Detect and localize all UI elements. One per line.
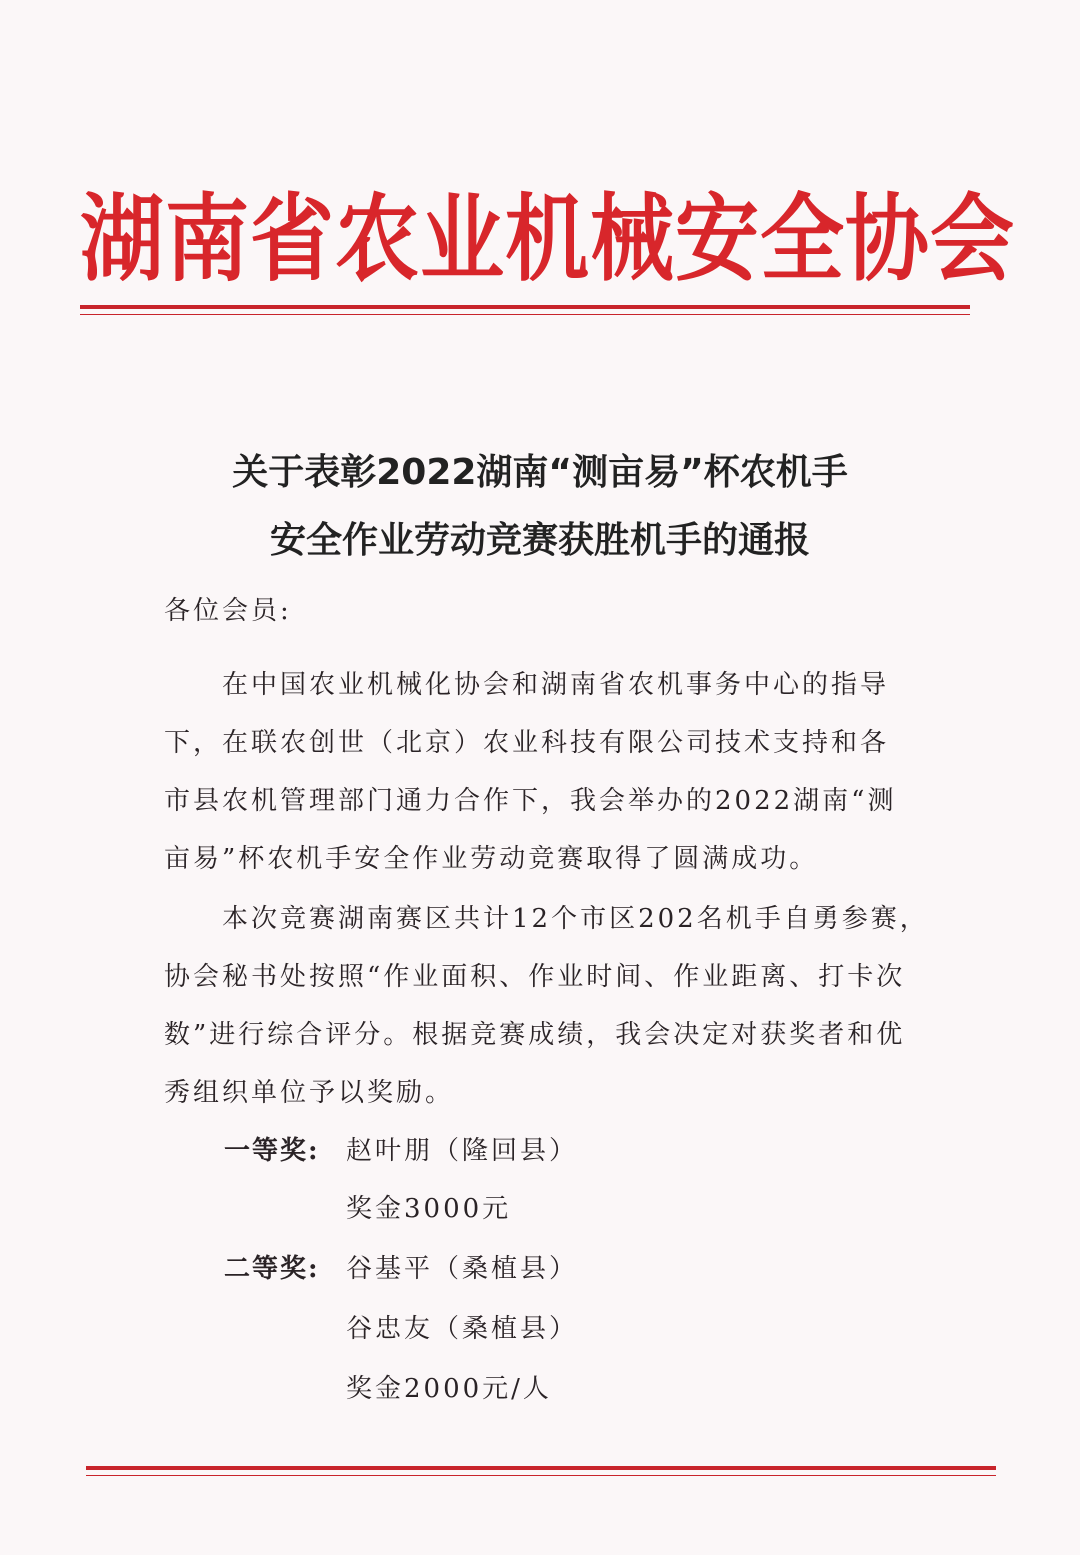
first-prize-label: 一等奖:	[224, 1136, 320, 1166]
organization-letterhead: 湖南省农业机械安全协会	[80, 184, 1016, 295]
second-prize-winner-2: 谷忠友（桑植县）	[346, 1314, 579, 1344]
first-prize-winner: 赵叶朋（隆回县）	[346, 1136, 579, 1166]
second-prize-winner-1: 谷基平（桑植县）	[346, 1254, 579, 1284]
paragraph-1-line-3: 市县农机管理部门通力合作下，我会举办的2022湖南“测	[164, 786, 897, 816]
second-prize-amount: 奖金2000元/人	[346, 1374, 552, 1404]
paragraph-2-line-3: 数”进行综合评分。根据竞赛成绩，我会决定对获奖者和优	[164, 1020, 906, 1050]
paragraph-2-line-1: 本次竞赛湖南赛区共计12个市区202名机手自勇参赛，	[222, 904, 929, 934]
second-prize-label: 二等奖:	[224, 1254, 320, 1284]
paragraph-2-line-4: 秀组织单位予以奖励。	[164, 1078, 455, 1108]
salutation: 各位会员:	[164, 596, 292, 626]
notice-title-line-2: 安全作业劳动竞赛获胜机手的通报	[269, 520, 810, 561]
paragraph-1-line-1: 在中国农业机械化协会和湖南省农机事务中心的指导	[222, 670, 890, 700]
paragraph-1-line-4: 亩易”杯农机手安全作业劳动竞赛取得了圆满成功。	[164, 844, 819, 874]
paragraph-2-line-2: 协会秘书处按照“作业面积、作业时间、作业距离、打卡次	[164, 962, 906, 992]
notice-title-line-1: 关于表彰2022湖南“测亩易”杯农机手	[232, 452, 848, 493]
first-prize-amount: 奖金3000元	[346, 1194, 512, 1224]
footer-divider	[86, 1466, 996, 1476]
letterhead-divider	[80, 305, 970, 315]
paragraph-1-line-2: 下，在联农创世（北京）农业科技有限公司技术支持和各	[164, 728, 890, 758]
